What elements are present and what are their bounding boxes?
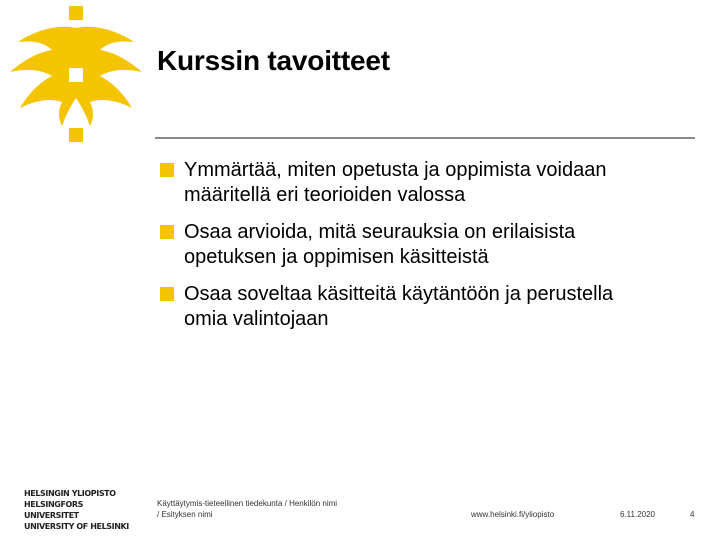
- diamond-bullet-icon: [160, 287, 174, 301]
- bullet-list: [158, 158, 698, 344]
- university-name-en: UNIVERSITY OF HELSINKI: [24, 522, 129, 531]
- page-number: 4: [690, 510, 695, 519]
- bullet-item: [158, 220, 698, 270]
- footer-faculty-line: Käyttäytymis-tieteellinen tiedekunta / Henkilön nimi: [157, 499, 338, 508]
- bullet-item: [158, 282, 698, 332]
- footer-url[interactable]: www.helsinki.fi/yliopisto: [471, 510, 555, 519]
- bullet-text-line: omia valintojaan: [184, 308, 329, 330]
- university-wordmark: [24, 488, 134, 532]
- university-name-fi: HELSINGIN YLIOPISTO: [24, 489, 116, 498]
- bullet-item: [158, 158, 698, 208]
- footer-faculty-line: / Esityksen nimi: [157, 510, 213, 519]
- title-divider: [155, 137, 695, 139]
- bullet-text-line: opetuksen ja oppimisen käsitteistä: [184, 246, 489, 268]
- bullet-text-line: Osaa arvioida, mitä seurauksia on erilaisista: [184, 221, 576, 243]
- bullet-text-line: määritellä eri teorioiden valossa: [184, 184, 466, 206]
- university-flame-icon: [6, 4, 154, 144]
- footer-date: 6.11.2020: [620, 510, 655, 519]
- footer-faculty: [157, 498, 377, 520]
- bullet-text-line: Osaa soveltaa käsitteitä käytäntöön ja perustella: [184, 283, 614, 305]
- bullet-text-line: Ymmärtää, miten opetusta ja oppimista voidaan: [184, 159, 607, 181]
- diamond-bullet-icon: [160, 163, 174, 177]
- slide-title: Kurssin tavoitteet: [157, 45, 390, 76]
- diamond-bullet-icon: [160, 225, 174, 239]
- university-name-sv: HELSINGFORS UNIVERSITET: [24, 500, 84, 520]
